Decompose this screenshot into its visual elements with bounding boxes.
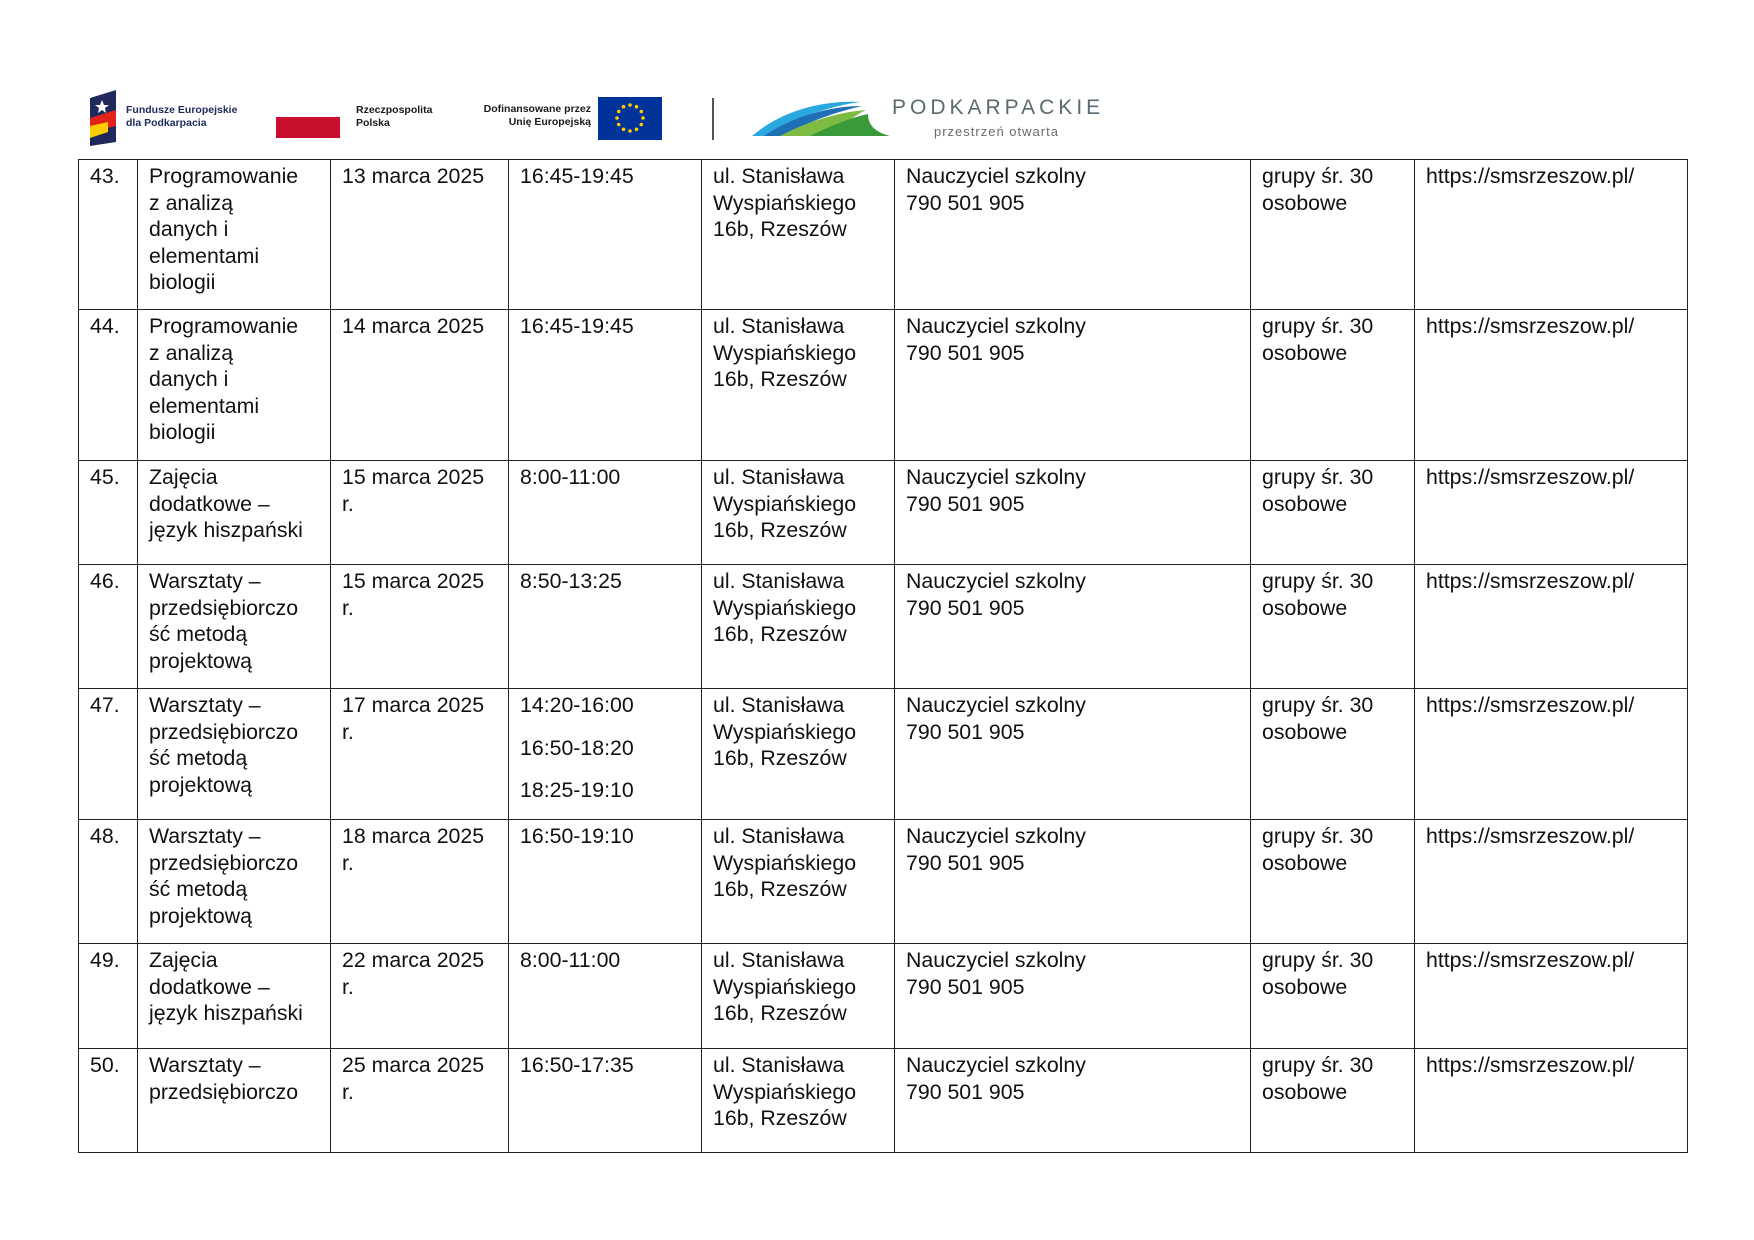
activity-contact: Nauczyciel szkolny 790 501 905: [906, 569, 1086, 620]
activity-date: 14 marca 2025: [342, 314, 485, 338]
activity-address: ul. Stanisława Wyspiańskiego 16b, Rzeszów: [713, 164, 857, 241]
activity-name-cell: [138, 820, 331, 944]
activity-url-cell: [1415, 160, 1688, 310]
activity-times-cell: [509, 461, 702, 565]
group-size-cell: [1251, 565, 1415, 689]
group-size: grupy śr. 30 osobowe: [1262, 693, 1374, 744]
activity-address-cell: [702, 1049, 895, 1153]
pk-logo-tagline: przestrzeń otwarta: [934, 124, 1059, 139]
group-size-cell: [1251, 461, 1415, 565]
activity-name: Warsztaty – przedsiębiorczo ść metodą projektową: [149, 693, 299, 797]
activity-name: Warsztaty – przedsiębiorczo ść metodą projektową: [149, 569, 299, 673]
activity-contact-cell: [895, 944, 1251, 1049]
activity-address: ul. Stanisława Wyspiańskiego 16b, Rzeszów: [713, 569, 857, 646]
podkarpackie-logo: [750, 92, 1128, 144]
group-size-cell: [1251, 689, 1415, 820]
activity-address: ul. Stanisława Wyspiańskiego 16b, Rzeszów: [713, 693, 857, 770]
activity-date-cell: [331, 1049, 509, 1153]
table-row: [79, 944, 1688, 1049]
activity-url-cell: [1415, 565, 1688, 689]
activity-contact-cell: [895, 565, 1251, 689]
activity-contact: Nauczyciel szkolny 790 501 905: [906, 1053, 1086, 1104]
time-range: 16:45-19:45: [520, 314, 634, 338]
logo-divider: [712, 98, 714, 140]
activity-url-cell: [1415, 461, 1688, 565]
activity-address-cell: [702, 160, 895, 310]
activity-url[interactable]: https://smsrzeszow.pl/: [1426, 465, 1635, 489]
activity-date: 13 marca 2025: [342, 164, 485, 188]
activity-contact: Nauczyciel szkolny 790 501 905: [906, 314, 1086, 365]
group-size-cell: [1251, 310, 1415, 461]
row-number-cell: [79, 310, 138, 461]
activity-date: 15 marca 2025 r.: [342, 569, 485, 620]
row-number: 50.: [90, 1053, 120, 1077]
activity-contact: Nauczyciel szkolny 790 501 905: [906, 465, 1086, 516]
pk-logo-name: PODKARPACKIE: [892, 96, 1105, 119]
activity-address: ul. Stanisława Wyspiańskiego 16b, Rzeszów: [713, 948, 857, 1025]
activity-contact: Nauczyciel szkolny 790 501 905: [906, 824, 1086, 875]
activity-times-cell: [509, 160, 702, 310]
activity-times-cell: [509, 1049, 702, 1153]
activity-address: ul. Stanisława Wyspiańskiego 16b, Rzeszów: [713, 465, 857, 542]
activity-date-cell: [331, 820, 509, 944]
row-number: 44.: [90, 314, 120, 338]
activity-address: ul. Stanisława Wyspiańskiego 16b, Rzeszów: [713, 314, 857, 391]
activity-times-cell: [509, 820, 702, 944]
time-range: 18:25-19:10: [520, 778, 634, 802]
activity-contact: Nauczyciel szkolny 790 501 905: [906, 948, 1086, 999]
activity-url[interactable]: https://smsrzeszow.pl/: [1426, 164, 1635, 188]
activity-url[interactable]: https://smsrzeszow.pl/: [1426, 314, 1635, 338]
group-size: grupy śr. 30 osobowe: [1262, 164, 1374, 215]
activity-address-cell: [702, 944, 895, 1049]
activity-url[interactable]: https://smsrzeszow.pl/: [1426, 693, 1635, 717]
activity-name-cell: [138, 461, 331, 565]
table-row: [79, 160, 1688, 310]
row-number-cell: [79, 689, 138, 820]
activity-contact-cell: [895, 689, 1251, 820]
activity-date: 22 marca 2025 r.: [342, 948, 485, 999]
activity-name-cell: [138, 565, 331, 689]
eu-logo-text: Dofinansowane przez Unię Europejską: [483, 103, 591, 128]
activity-url[interactable]: https://smsrzeszow.pl/: [1426, 569, 1635, 593]
podkarpackie-wave-icon: [750, 92, 890, 140]
activity-name-cell: [138, 944, 331, 1049]
activity-url-cell: [1415, 689, 1688, 820]
row-number: 47.: [90, 693, 120, 717]
eu-cofinancing-logo: [473, 97, 671, 141]
row-number: 45.: [90, 465, 120, 489]
group-size: grupy śr. 30 osobowe: [1262, 1053, 1374, 1104]
rzeczpospolita-polska-logo: [276, 94, 456, 146]
table-row: [79, 820, 1688, 944]
row-number-cell: [79, 565, 138, 689]
activity-url[interactable]: https://smsrzeszow.pl/: [1426, 948, 1635, 972]
activity-times-cell: [509, 565, 702, 689]
activity-contact-cell: [895, 1049, 1251, 1153]
activity-date-cell: [331, 944, 509, 1049]
activity-contact-cell: [895, 820, 1251, 944]
table-row: [79, 565, 1688, 689]
activity-date-cell: [331, 461, 509, 565]
activity-contact-cell: [895, 310, 1251, 461]
activity-contact-cell: [895, 160, 1251, 310]
activity-date: 17 marca 2025 r.: [342, 693, 485, 744]
activity-times-cell: [509, 689, 702, 820]
group-size: grupy śr. 30 osobowe: [1262, 465, 1374, 516]
group-size: grupy śr. 30 osobowe: [1262, 824, 1374, 875]
activity-name-cell: [138, 1049, 331, 1153]
activity-name: Zajęcia dodatkowe – język hiszpański: [149, 948, 303, 1025]
activity-name-cell: [138, 310, 331, 461]
time-range: 16:50-17:35: [520, 1053, 634, 1077]
time-range: 16:50-18:20: [520, 735, 634, 760]
fundusze-europejskie-logo: [88, 88, 248, 146]
activity-url-cell: [1415, 310, 1688, 461]
row-number: 46.: [90, 569, 120, 593]
activity-name-cell: [138, 160, 331, 310]
activity-address-cell: [702, 461, 895, 565]
schedule-rows: [79, 160, 1688, 1153]
rp-logo-text: Rzeczpospolita Polska: [356, 104, 433, 129]
group-size-cell: [1251, 160, 1415, 310]
activity-name: Warsztaty – przedsiębiorczo: [149, 1053, 299, 1104]
activity-address: ul. Stanisława Wyspiańskiego 16b, Rzeszów: [713, 1053, 857, 1130]
time-range: 16:45-19:45: [520, 164, 634, 188]
row-number-cell: [79, 1049, 138, 1153]
activity-url-cell: [1415, 944, 1688, 1049]
table-row: [79, 310, 1688, 461]
group-size-cell: [1251, 944, 1415, 1049]
activity-url-cell: [1415, 820, 1688, 944]
fe-emblem-icon: [88, 88, 122, 146]
row-number-cell: [79, 820, 138, 944]
activity-address-cell: [702, 820, 895, 944]
activity-url[interactable]: https://smsrzeszow.pl/: [1426, 1053, 1635, 1077]
row-number-cell: [79, 461, 138, 565]
activity-contact: Nauczyciel szkolny 790 501 905: [906, 164, 1086, 215]
activity-name-cell: [138, 689, 331, 820]
group-size: grupy śr. 30 osobowe: [1262, 569, 1374, 620]
activity-name: Zajęcia dodatkowe – język hiszpański: [149, 465, 303, 542]
activity-date-cell: [331, 689, 509, 820]
row-number: 43.: [90, 164, 120, 188]
activity-address-cell: [702, 565, 895, 689]
activity-address-cell: [702, 689, 895, 820]
activity-name: Programowanie z analizą danych i elementami biologii: [149, 164, 299, 294]
table-row: [79, 689, 1688, 820]
group-size: grupy śr. 30 osobowe: [1262, 314, 1374, 365]
time-range: 8:00-11:00: [520, 465, 621, 489]
activity-date: 25 marca 2025 r.: [342, 1053, 485, 1104]
row-number: 48.: [90, 824, 120, 848]
activity-url-cell: [1415, 1049, 1688, 1153]
table-row: [79, 461, 1688, 565]
group-size-cell: [1251, 1049, 1415, 1153]
activity-times-cell: [509, 944, 702, 1049]
activity-date: 18 marca 2025 r.: [342, 824, 485, 875]
group-size: grupy śr. 30 osobowe: [1262, 948, 1374, 999]
activity-date-cell: [331, 565, 509, 689]
activity-date-cell: [331, 160, 509, 310]
activity-address-cell: [702, 310, 895, 461]
fe-logo-text: Fundusze Europejskie dla Podkarpacia: [126, 104, 238, 129]
time-range: 16:50-19:10: [520, 824, 634, 848]
polish-flag-icon: [276, 94, 340, 140]
activity-times-cell: [509, 310, 702, 461]
row-number-cell: [79, 944, 138, 1049]
activity-name: Programowanie z analizą danych i elementami biologii: [149, 314, 299, 444]
activity-contact: Nauczyciel szkolny 790 501 905: [906, 693, 1086, 744]
logo-strip: [88, 88, 1128, 146]
activity-address: ul. Stanisława Wyspiańskiego 16b, Rzeszów: [713, 824, 857, 901]
table-row: [79, 1049, 1688, 1153]
group-size-cell: [1251, 820, 1415, 944]
activity-date: 15 marca 2025 r.: [342, 465, 485, 516]
time-range: 8:00-11:00: [520, 948, 621, 972]
activity-date-cell: [331, 310, 509, 461]
schedule-table: [78, 159, 1688, 1153]
eu-flag-icon: [598, 97, 662, 140]
time-range: 14:20-16:00: [520, 693, 634, 717]
activity-name: Warsztaty – przedsiębiorczo ść metodą projektową: [149, 824, 299, 928]
activity-url[interactable]: https://smsrzeszow.pl/: [1426, 824, 1635, 848]
time-range: 8:50-13:25: [520, 569, 622, 593]
row-number-cell: [79, 160, 138, 310]
activity-contact-cell: [895, 461, 1251, 565]
row-number: 49.: [90, 948, 120, 972]
